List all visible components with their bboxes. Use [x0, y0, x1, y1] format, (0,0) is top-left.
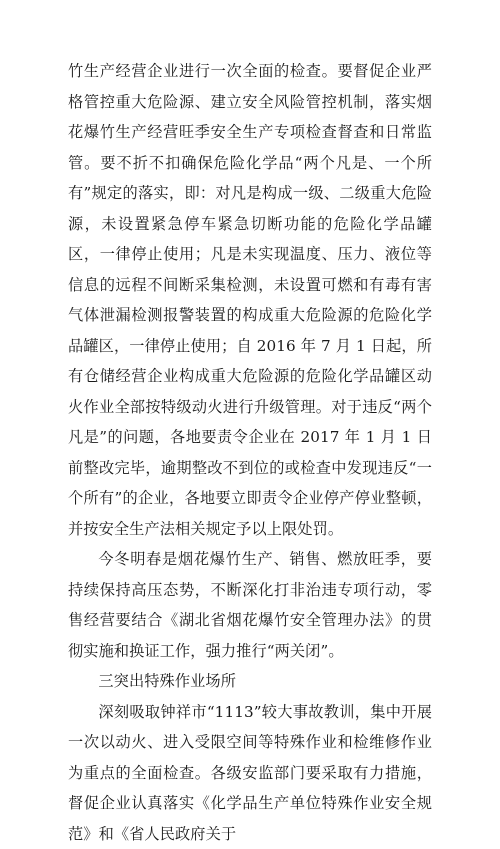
paragraph-hazard-inspection: 竹生产经营企业进行一次全面的检查。要督促企业严格管控重大危险源、建立安全风险管控机制，落实烟花爆竹生产经营旺季安全生产专项检查督查和日常监管。要不折不扣确保危险化学品“两个凡是、一个所有”规定的落实，即：对凡是构成一级、二级重大危险源，未设置紧急停车紧急切断功能的危险化学品罐区，一律停止使用；凡是未实现温度、压力、液位等信息的远程不间断采集检测，未设置可燃和有毒有害气体泄漏检测报警装置的构成重大危险源的危险化学品罐区，一律停止使用；自 2016 年 7 月 1 日起，所有仓储经营企业构成重大危险源的危险化学品罐区动火作业全部按特级动火进行升级管理。对于违反“两个凡是”的问题，各地要责令企业在 2017 年 1 月 1 日前整改完毕，逾期整改不到位的或检查中发现违反“一个所有”的企业，各地要立即责令企业停产停业整顿，并按安全生产法相关规定予以上限处罚。	[68, 56, 432, 544]
document-body	[68, 56, 432, 849]
section-heading-special-operations: 三突出特殊作业场所	[68, 666, 432, 697]
paragraph-fireworks-season: 今冬明春是烟花爆竹生产、销售、燃放旺季，要持续保持高压态势，不断深化打非治违专项行动，零售经营要结合《湖北省烟花爆竹安全管理办法》的贯彻实施和换证工作，强力推行“两关闭”。	[68, 544, 432, 666]
paragraph-special-operations: 深刻吸取钟祥市“1113”较大事故教训，集中开展一次以动火、进入受限空间等特殊作业和检维修作业为重点的全面检查。各级安监部门要采取有力措施，督促企业认真落实《化学品生产单位特殊作业安全规范》和《省人民政府关于	[68, 697, 432, 849]
